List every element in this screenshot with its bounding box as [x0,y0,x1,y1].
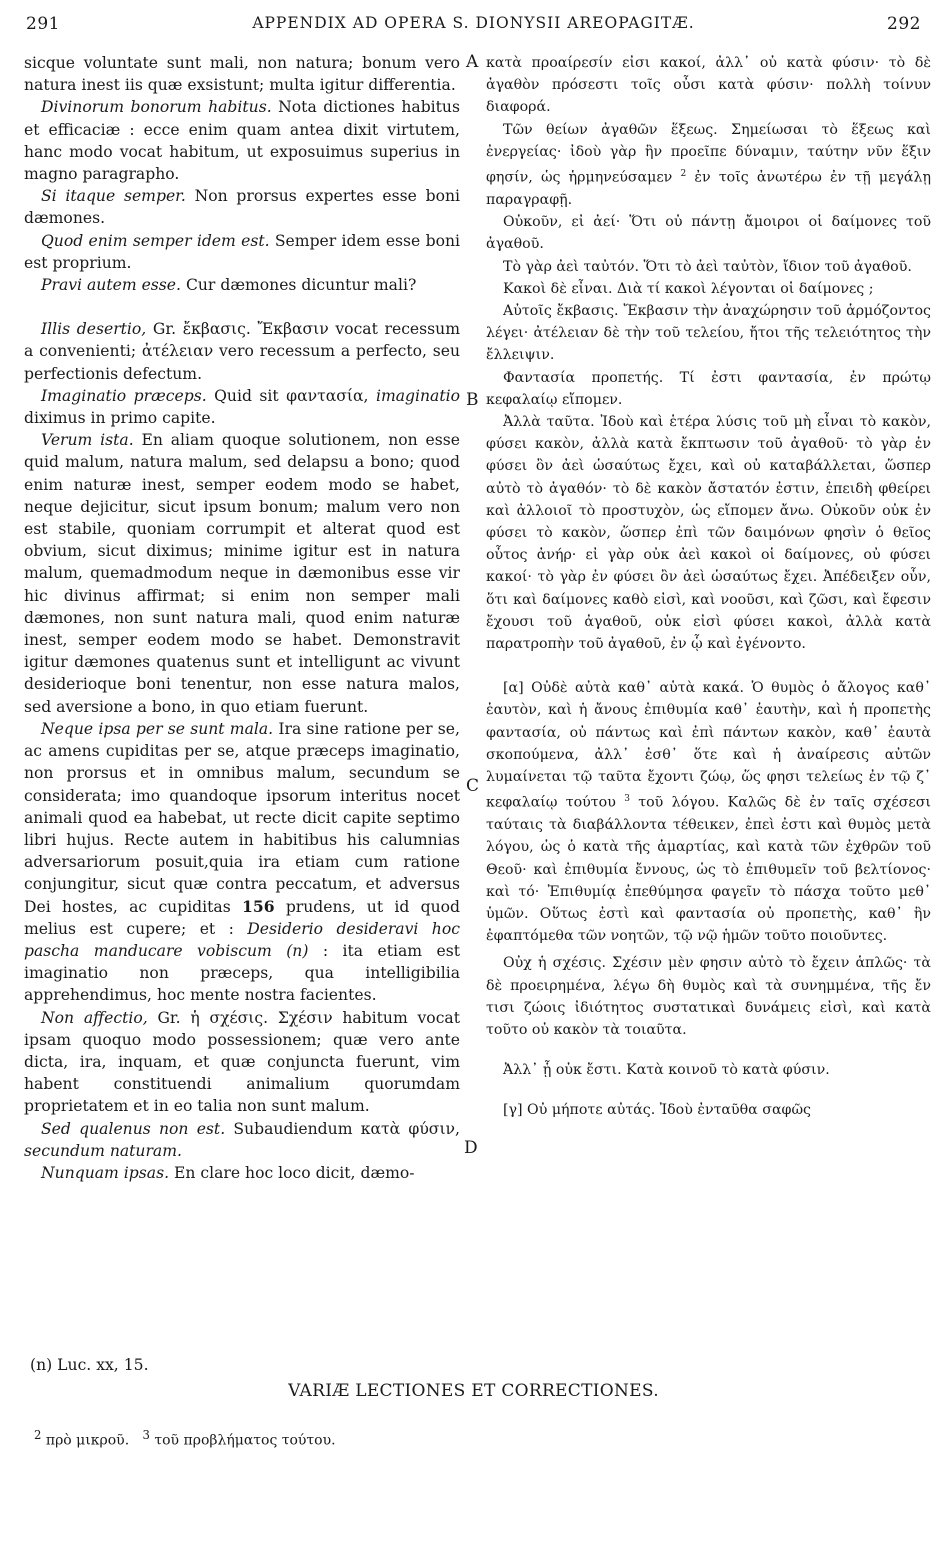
greek-paragraph: [γ] Οὐ μήποτε αὐτάς. Ἰδοὺ ἐνταῦθα σαφῶς [503,1102,811,1119]
greek-paragraph: Οὐχ ἡ σχέσις. Σχέσιν μὲν φησιν αὐτὸ τὸ ἔχειν ἁπλῶς· τὰ δὲ προειρημένα, λέγω δὴ θυμὸς καὶ τὰ συνημμένα, τῆς ἔν τισι ζώοις ἰδιότητος συστατικαὶ δυνάμεις εἰσὶ, καὶ κατὰ τοῦτο οὐ κακὸν τὰ τοιαῦτα. [486,955,931,1038]
latin-paragraph: Si itaque semper. Non prorsus expertes esse boni dæmones. [24,187,460,228]
lemma: Divinorum bonorum habitus. [41,98,272,117]
page-number-right: 292 [887,14,921,34]
latin-paragraph: Nunquam ipsas. En clare hoc loco dicit, dæmo- [41,1163,415,1182]
greek-paragraph: Τὸ γὰρ ἀεὶ ταὐτόν. Ὅτι τὸ ἀεὶ ταὐτὸν, ἴδιον τοῦ ἀγαθοῦ. [503,258,912,275]
greek-paragraph: Κακοὶ δὲ εἶναι. Διὰ τί κακοὶ λέγονται οἱ δαίμονες ; [503,280,874,297]
greek-paragraph: [α] Οὐδὲ αὐτὰ καθ᾽ αὑτὰ κακά. Ὁ θυμὸς ὁ ἄλογος καθ᾽ ἑαυτὸν, καὶ ἡ ἄνους ἐπιθυμία καθ᾽ ἑαυτὴν, καὶ ἡ προπετὴς φαντασία, οὐ πάντως καὶ ἐπὶ πάντων κακὸν, καθ᾽ ἑαυτὰ σκοπούμενα, ἀλλ᾽ ἐσθ᾽ ὅτε καὶ ἡ ἀναίρεσις αὐτῶν λυμαίνεται τῷ ταῦτα ἔχοντι ζώῳ, ὥς φησι τελείως ἐν τῷ ζ᾽ κεφαλαίῳ τούτου $^3$ τοῦ λόγου. Καλῶς δὲ ἐν ταῖς σχέσεσι ταύταις τὰ διαβάλλοντα τέθεικεν, ἐπεὶ ἐστι καὶ θυμὸς μετὰ λόγου, ὡς ὁ κατὰ τῆς ἁμαρτίας, καὶ κατὰ τῶν ἐχθρῶν τοῦ Θεοῦ· καὶ ἐπιθυμία ἔννους, ὡς τὸ ἐπιθυμεῖν τοῦ βελτίονος· καὶ τό· Ἐπιθυμίᾳ ἐπεθύμησα φαγεῖν τὸ πάσχα τοῦτο μεθ᾽ ὑμῶν. Οὕτως ἐστὶ καὶ φαντασία οὐ προπετὴς, καθ᾽ ἣν ἐφαπτόμεθα τῶν νοητῶν, τῷ νῷ ἡμῶν τοῦτο ποιοῦντες. [486,680,931,945]
latin-paragraph: Divinorum bonorum habitus. Nota dictiones habitus et efficaciæ : ecce enim quam antea dixit virtutem, hanc modo vocat habitum, ut exposuimus superius in magno paragrapho. [24,98,460,184]
lemma: Pravi autem esse. [41,276,181,295]
latin-paragraph: Non affectio, Gr. ἡ σχέσις. Σχέσιν habitum vocat ipsam quoquo modo possessionem; quæ vero ante dicta, ira, inquam, et quæ conjuncta fuerunt, vim habent constituendi animalium quorumdam proprietatem et in eo talia non sunt malum. [24,1008,460,1116]
page-number-left: 291 [26,14,60,34]
greek-paragraph: Οὐκοῦν, εἰ ἀεί· Ὅτι οὐ πάντῃ ἄμοιροι οἱ δαίμονες τοῦ ἀγαθοῦ. [486,214,931,253]
footnote-mark: (n) [30,1356,53,1374]
latin-column [24,52,460,1184]
latin-paragraph: Pravi autem esse. Cur dæmones dicuntur mali? [41,276,417,295]
lemma: Verum ista. [41,431,134,450]
lemma: Quod enim semper idem est. [41,231,270,250]
latin-paragraph: Quod enim semper idem est. Semper idem esse boni est proprium. [24,231,460,272]
variant-readings: $^2$ πρὸ μικροῦ. $^3$ τοῦ προβλήματος τούτου. [34,1428,336,1449]
running-title: APPENDIX AD OPERA S. DIONYSII AREOPAGITÆ. [252,14,695,32]
footnote-ref: (n) [271,941,309,960]
lemma: Neque ipsa per se sunt mala. [41,719,274,738]
greek-paragraph: Τῶν θείων ἀγαθῶν ἕξεως. Σημείωσαι τὸ ἕξεως καὶ ἐνεργείας· ἰδοὺ γὰρ ἣν προεῖπε δύναμιν, ταύτην νῦν ἕξιν φησίν, ὡς ἡρμηνεύσαμεν $^2$ ἐν τοῖς ἀνωτέρω ἐν τῇ μεγάλῃ παραγραφῇ. [486,121,932,208]
greek-paragraph: Ἀλλ᾽ ᾗ οὐκ ἔστι. Κατὰ κοινοῦ τὸ κατὰ φύσιν. [503,1062,830,1079]
variant-reading: τοῦ προβλήματος τούτου. [149,1432,336,1449]
greek-paragraph: κατὰ προαίρεσίν εἰσι κακοί, ἀλλ᾽ οὐ κατὰ φύσιν· τὸ δὲ ἀγαθὸν πρόσεστι τοῖς οὖσι κατὰ φύσιν· πολλὴ τοίνυν διαφορά. [486,55,931,116]
variae-lectiones-title: VARIÆ LECTIONES ET CORRECTIONES. [288,1381,659,1401]
section-marker-d: D [464,1138,478,1158]
lemma: Imaginatio præceps. [41,386,207,405]
greek-paragraph: Ἀλλὰ ταῦτα. Ἰδοὺ καὶ ἑτέρα λύσις τοῦ μὴ εἶναι τὸ κακὸν, φύσει κακὸν, ἀλλὰ κατὰ ἔκπτωσιν τοῦ ἀγαθοῦ· τὸ γὰρ ἐν φύσει ὂν ἀεὶ ὡσαύτως ἔχει, καὶ οὐ καταβάλλεται, ὥσπερ αὐτὸ τὸ ἀγαθόν· τὸ δὲ κακὸν ἄστατόν ἐστιν, ἐπειδὴ φθείρει καὶ ἀλλοιοῖ τὸ προστυχὸν, ὡς εἴπομεν ἄνω. Οὐκοῦν οὐκ ἐν φύσει τὸ κακὸν, ὥσπερ ἐπὶ τῶν δαιμόνων φησὶν ὁ θεῖος οὗτος ἀνήρ· εἰ γὰρ οὐκ ἀεὶ κακοὶ οἱ δαίμονες, οὐ φύσει κακοί· τὸ γὰρ ἐν φύσει ὂν ἀεὶ ὡσαύτως ἔχει. Ἀπέδειξεν οὖν, ὅτι καὶ δαίμονες καθὸ εἰσὶ, καὶ νοοῦσι, καὶ ζῶσι, καὶ ἔφεσιν ἔχουσι τοῦ ἀγαθοῦ, οὐκ εἰσὶ φύσει κακοὶ, ἀλλὰ κατὰ παρατροπὴν τοῦ ἀγαθοῦ, ἐν ᾧ καὶ ἐγένοντο. [486,413,931,653]
latin-paragraph: Neque ipsa per se sunt mala. Ira sine ratione per se, ac amens cupiditas per se, atque præceps imaginatio, non prorsus et in omnibus malum, secundum se considerata; imo quandoque ipsorum interitus nocet animali quod ea habebat, ut recte dicit capite septimo libri hujus. Recte autem in habitibus his calumnias adversariorum posuit,quia ira etiam cum ratione conjungitur, sicut quæ contra peccatum, et adversus Dei hostes, ac cupiditas 156 prudens, ut id quod melius est cupere; et : Desiderio desideravi hoc pascha manducare vobiscum (n) : ita etiam est imaginatio non præceps, qua intelligibilia apprehendimus, hoc mente nostra facientes. [24,719,460,1005]
lemma: Non affectio, [41,1008,148,1027]
latin-paragraph: Imaginatio præceps. Quid sit φαντασία, imaginatio diximus in primo capite. [24,386,460,428]
latin-paragraph: sicque voluntate sunt mali, non natura; bonum vero natura inest iis quæ exsistunt; multa igitur differentia. [24,54,460,95]
latin-paragraph: Verum ista. En aliam quoque solutionem, non esse quid malum, natura malum, sed delapsu a bono; quod enim naturæ inest, semper eodem modo se habet, neque dejicitur, sicut ipsum bonum; malum vero non est stabile, quoniam corrumpit et alterat quod est obvium, sicut diximus; minime igitur est in natura malum, quemadmodum neque in dæmonibus esse vir hic divinus affirmat; si enim non semper mali dæmones, non sunt natura mali, quod enim naturæ inest, semper eodem modo se habet. Demonstravit igitur dæmones quatenus sunt et intelligunt ac vivunt desiderioque boni tenentur, non esse natura malos, sed aversione a bono, in quo etiam fuerunt. [24,431,461,716]
lemma: Nunquam ipsas. [41,1163,170,1182]
greek-paragraph: Φαντασία προπετής. Τί ἐστι φαντασία, ἐν πρώτῳ κεφαλαίῳ εἴπομεν. [486,369,931,408]
variant-reading: πρὸ μικροῦ. [41,1432,130,1449]
running-header [26,14,921,38]
variant-ref: 3 [624,794,630,805]
greek-column [486,52,931,1122]
scripture-quote: Desiderio desideravi hoc pascha manducare vobiscum [24,919,460,960]
section-marker-b: B [466,390,479,410]
lemma: Si itaque semper. [41,187,186,206]
variant-ref: 2 [680,169,687,180]
section-marker-a: A [466,52,479,72]
latin-paragraph: Sed qualenus non est. Subaudiendum κατὰ φύσιν, secundum naturam. [24,1119,460,1160]
lemma: Illis desertio, [41,320,147,339]
lemma: Sed qualenus non est. [41,1119,226,1138]
section-marker-c: C [466,776,480,796]
column-number: 156 [242,896,275,916]
latin-paragraph: Illis desertio, Gr. ἔκβασις. Ἔκβασιν vocat recessum a convenienti; ἀτέλειαν vero recessum a perfecto, seu perfectionis defectum. [24,320,460,383]
greek-paragraph: Αὐτοῖς ἔκβασις. Ἔκβασιν τὴν ἀναχώρησιν τοῦ ἁρμόζοντος λέγει· ἀτέλειαν δὲ τὴν τοῦ τελείου, ἤτοι τῆς τελειότητος τὴν ἔλλειψιν. [486,302,931,364]
footnote: (n) Luc. xx, 15. [30,1356,149,1374]
